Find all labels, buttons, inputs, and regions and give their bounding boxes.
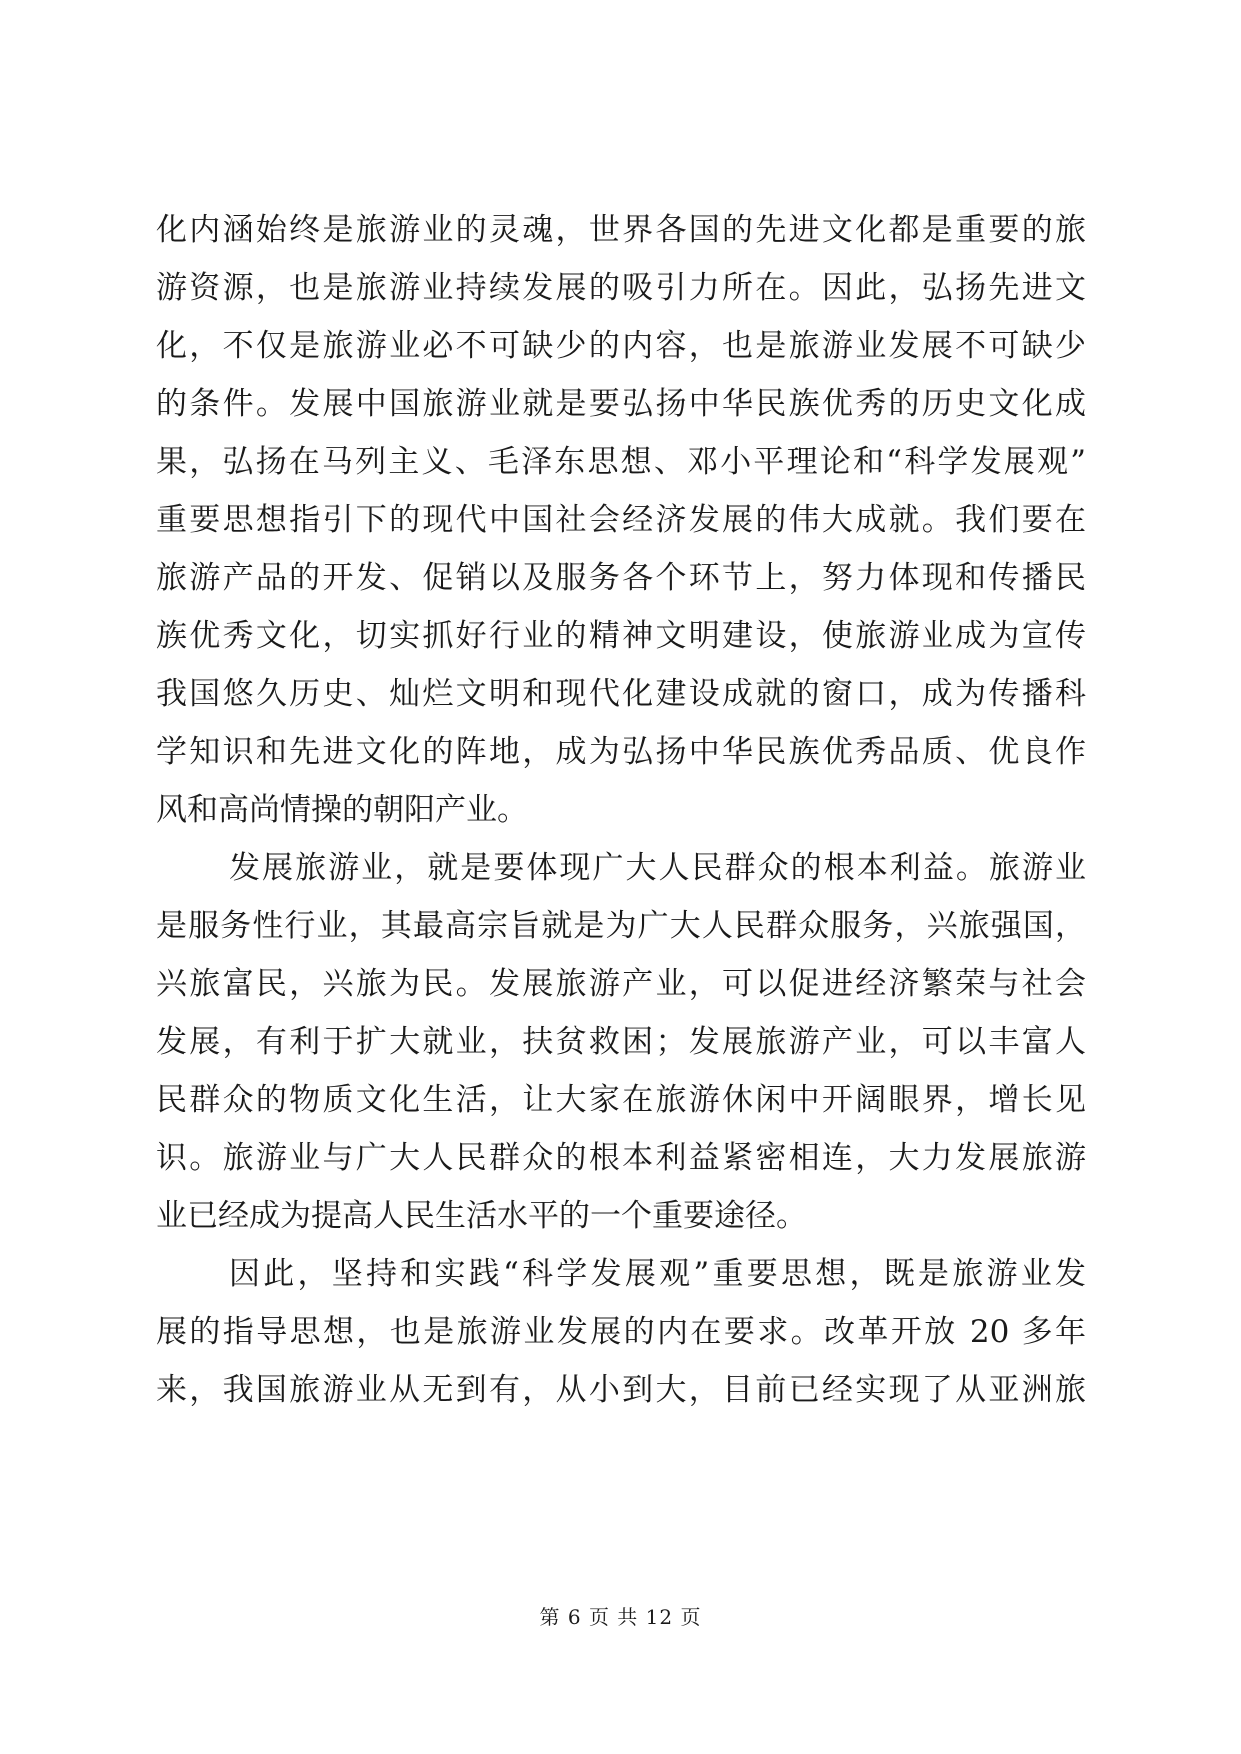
text-line: 兴旅富民，兴旅为民。发展旅游产业，可以促进经济繁荣与社会 [156, 966, 1086, 1002]
text-line: 重要思想指引下的现代中国社会经济发展的伟大成就。我们要在 [156, 502, 1086, 538]
text-line: 旅游产品的开发、促销以及服务各个环节上，努力体现和传播民 [156, 560, 1086, 596]
text-line: 游资源，也是旅游业持续发展的吸引力所在。因此，弘扬先进文 [156, 270, 1086, 306]
text-line: 发展旅游业，就是要体现广大人民群众的根本利益。旅游业 [229, 850, 1086, 886]
text-line: 化内涵始终是旅游业的灵魂，世界各国的先进文化都是重要的旅 [156, 212, 1086, 248]
text-line: 是服务性行业，其最高宗旨就是为广大人民群众服务，兴旅强国， [156, 908, 1086, 944]
text-line: 展的指导思想，也是旅游业发展的内在要求。改革开放 20 多年 [156, 1314, 1086, 1350]
text-line: 来，我国旅游业从无到有，从小到大，目前已经实现了从亚洲旅 [156, 1372, 1086, 1408]
text-line: 因此，坚持和实践“科学发展观”重要思想，既是旅游业发 [229, 1256, 1086, 1292]
text-line: 学知识和先进文化的阵地，成为弘扬中华民族优秀品质、优良作 [156, 734, 1086, 770]
text-line: 果，弘扬在马列主义、毛泽东思想、邓小平理论和“科学发展观” [156, 444, 1086, 480]
text-line: 化，不仅是旅游业必不可缺少的内容，也是旅游业发展不可缺少 [156, 328, 1086, 364]
text-line: 族优秀文化，切实抓好行业的精神文明建设，使旅游业成为宣传 [156, 618, 1086, 654]
text-line: 的条件。发展中国旅游业就是要弘扬中华民族优秀的历史文化成 [156, 386, 1086, 422]
text-line: 发展，有利于扩大就业，扶贫救困；发展旅游产业，可以丰富人 [156, 1024, 1086, 1060]
text-line: 民群众的物质文化生活，让大家在旅游休闲中开阔眼界，增长见 [156, 1082, 1086, 1118]
text-line: 识。旅游业与广大人民群众的根本利益紧密相连，大力发展旅游 [156, 1140, 1086, 1176]
text-line: 业已经成为提高人民生活水平的一个重要途径。 [156, 1198, 807, 1234]
text-line: 风和高尚情操的朝阳产业。 [156, 792, 528, 828]
page-number-footer: 第 6 页 共 12 页 [539, 1605, 702, 1629]
text-line: 我国悠久历史、灿烂文明和现代化建设成就的窗口，成为传播科 [156, 676, 1086, 712]
